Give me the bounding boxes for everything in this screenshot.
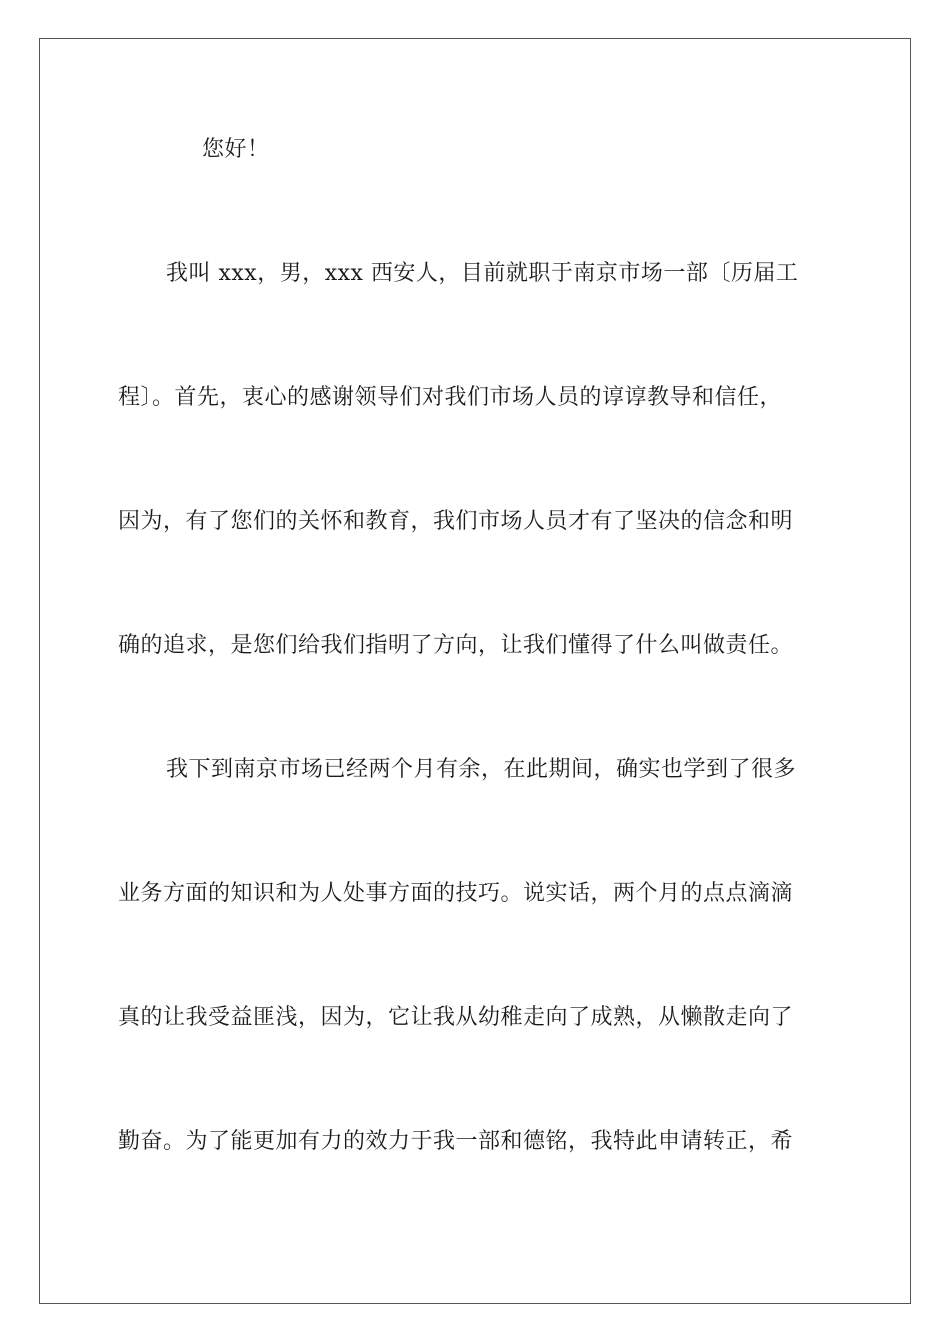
paragraph-2-line-1: 我下到南京市场已经两个月有余，在此期间，确实也学到了很多	[166, 757, 797, 782]
greeting-text: 您好！	[202, 137, 270, 162]
paragraph-1-line-2: 程〕。首先，衷心的感谢领导们对我们市场人员的谆谆教导和信任，	[118, 385, 783, 410]
paragraph-2-line-4: 勤奋。为了能更加有力的效力于我一部和德铭，我特此申请转正，希	[118, 1129, 794, 1154]
paragraph-1-line-4: 确的追求，是您们给我们指明了方向，让我们懂得了什么叫做责任。	[118, 633, 794, 658]
paragraph-1-line-1: 我叫 xxx，男，xxx 西安人，目前就职于南京市场一部〔历届工	[166, 261, 799, 286]
paragraph-2-line-2: 业务方面的知识和为人处事方面的技巧。说实话，两个月的点点滴滴	[118, 881, 794, 906]
paragraph-1-line-3: 因为，有了您们的关怀和教育，我们市场人员才有了坚决的信念和明	[118, 509, 794, 534]
page-border	[39, 38, 911, 1304]
paragraph-2-line-3: 真的让我受益匪浅，因为，它让我从幼稚走向了成熟，从懒散走向了	[118, 1005, 794, 1030]
